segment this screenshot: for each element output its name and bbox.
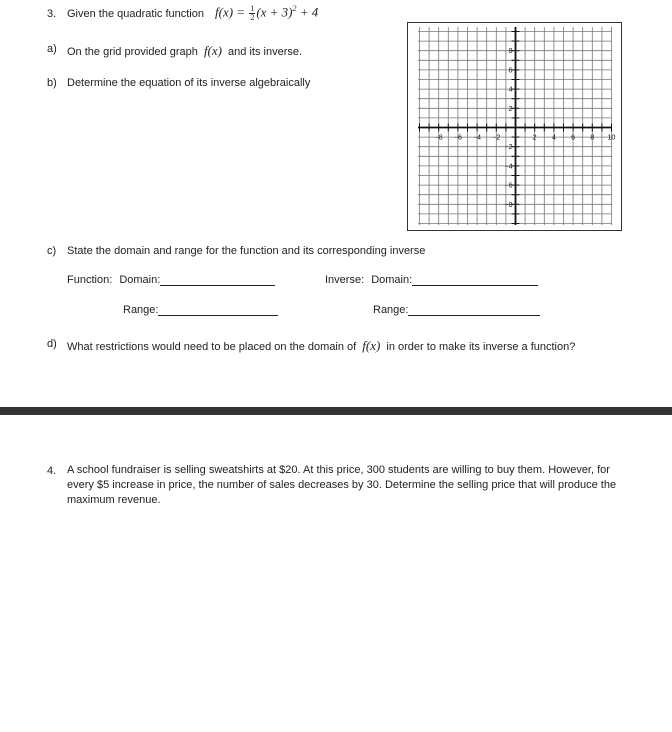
part-c-text: State the domain and range for the function and its corresponding inverse — [67, 245, 426, 257]
inverse-domain-label: Domain: — [371, 274, 413, 286]
inverse-range-row — [373, 304, 540, 316]
inverse-range-label: Range: — [373, 304, 409, 316]
part-a-label: a) — [47, 43, 57, 55]
formula-fraction — [249, 5, 255, 22]
part-d-label: d) — [47, 338, 57, 350]
inverse-range-blank[interactable] — [408, 304, 540, 316]
formula-base: (x + 3) — [256, 4, 293, 20]
inverse-domain-row — [325, 274, 538, 286]
function-domain-blank[interactable] — [160, 274, 275, 286]
part-a-pre: On the grid provided graph — [67, 46, 198, 58]
fraction-numerator: 1 — [250, 3, 255, 13]
question-4-number: 4. — [47, 465, 57, 477]
function-label: Function: — [67, 274, 113, 286]
x-tick-label: 2 — [532, 134, 537, 142]
quadratic-formula — [215, 4, 318, 22]
question-4-text: A school fundraiser is selling sweatshirts at $20. At this price, 300 students are willing to buy them. However, for every $5 increase in price, the number of sales decreases by 30. Determine the selling price that will produce the maximum revenue. — [67, 464, 617, 506]
question-3-number: 3. — [47, 8, 57, 20]
x-tick-label: −4 — [473, 134, 482, 142]
part-d-fx: f(x) — [362, 338, 381, 353]
coordinate-grid[interactable] — [407, 22, 622, 231]
x-tick-label: −6 — [453, 134, 462, 142]
x-tick-label: 4 — [551, 134, 556, 142]
question-3-text: Given the quadratic function — [67, 8, 204, 20]
part-b-text: Determine the equation of its inverse algebraically — [67, 77, 311, 89]
y-tick-label: 2 — [508, 105, 513, 113]
part-d-text — [67, 338, 575, 354]
y-tick-label: 8 — [508, 48, 513, 56]
y-tick-label: −6 — [504, 182, 513, 190]
part-b-label: b) — [47, 77, 57, 89]
function-domain-row — [67, 274, 275, 286]
function-range-row — [123, 304, 278, 316]
fraction-denominator: 2 — [250, 12, 255, 22]
x-tick-label: 6 — [571, 134, 576, 142]
part-a-fx: f(x) — [203, 43, 222, 58]
x-tick-label: −2 — [492, 134, 501, 142]
formula-exponent: 2 — [292, 4, 297, 13]
y-tick-label: 6 — [508, 67, 513, 75]
function-range-label: Range: — [123, 304, 159, 316]
part-a-post: and its inverse. — [228, 46, 303, 58]
function-domain-label: Domain: — [119, 274, 161, 286]
part-a-text — [67, 43, 302, 59]
part-d-pre: What restrictions would need to be placed on the domain of — [67, 341, 357, 353]
function-range-blank[interactable] — [158, 304, 278, 316]
y-tick-label: 4 — [508, 86, 513, 94]
y-tick-label: −2 — [504, 144, 513, 152]
formula-tail: + 4 — [299, 4, 319, 20]
x-tick-label: 8 — [590, 134, 595, 142]
y-tick-label: −8 — [504, 201, 513, 209]
grid-svg — [408, 23, 621, 230]
x-tick-label: 10 — [607, 134, 616, 142]
inverse-label: Inverse: — [325, 274, 365, 286]
x-tick-label: −8 — [434, 134, 443, 142]
part-c-label: c) — [47, 245, 57, 257]
formula-lhs: f(x) = — [215, 4, 246, 20]
inverse-domain-blank[interactable] — [412, 274, 538, 286]
part-d-post: in order to make its inverse a function? — [386, 341, 576, 353]
page-divider — [0, 407, 672, 415]
y-tick-label: −4 — [504, 163, 513, 171]
